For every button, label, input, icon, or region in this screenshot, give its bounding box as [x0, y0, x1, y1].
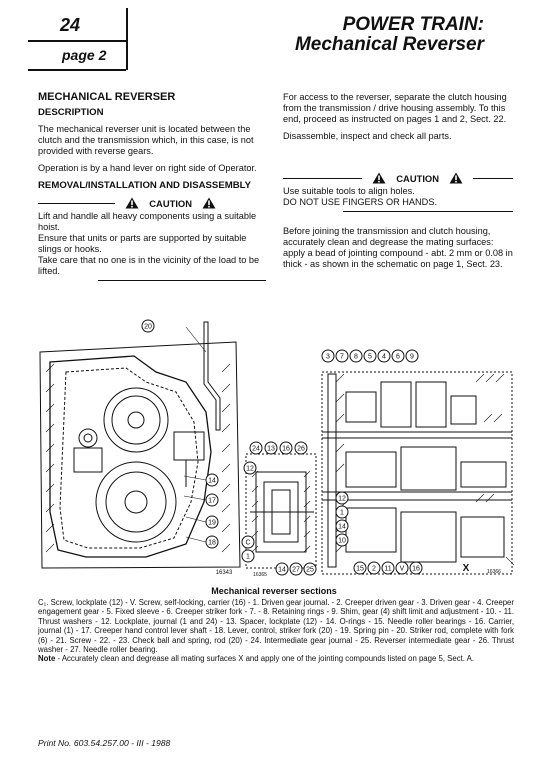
- spacer: [283, 148, 513, 170]
- middle-section-view: [246, 454, 316, 568]
- caution-banner: [283, 172, 513, 184]
- callout-label: V: [399, 565, 405, 573]
- callout-label: 3: [326, 353, 330, 361]
- callout-label: 1: [246, 553, 250, 561]
- callout-label: 25: [306, 566, 314, 574]
- header-bottom-rule: [28, 69, 126, 71]
- warning-icon: [202, 197, 216, 209]
- right-column: [283, 92, 513, 276]
- caution-dash-line: [473, 178, 513, 179]
- caution-label: CAUTION: [149, 197, 192, 209]
- main-heading: MECHANICAL REVERSER: [38, 91, 176, 103]
- caution-text-2: DO NOT USE FINGERS OR HANDS.: [283, 197, 437, 207]
- print-number: Print No. 603.54.257.00 - III - 1988: [38, 738, 171, 748]
- callout-label: 10: [338, 537, 346, 545]
- callout-label: C: [245, 539, 251, 547]
- header-divider: [126, 8, 128, 70]
- left-section-view: [40, 322, 240, 568]
- caution-text-2: Ensure that units or parts are supported by suitable slings or hooks.: [38, 233, 247, 254]
- callout-label: 17: [208, 497, 216, 505]
- callout-label: 1: [340, 509, 344, 517]
- callout-label: 14: [278, 566, 286, 574]
- callout-label: 5: [368, 353, 372, 361]
- callout-label: 6: [396, 353, 400, 361]
- caution-label: CAUTION: [396, 172, 439, 184]
- callout-label: 24: [252, 445, 260, 453]
- caution-text-3: Take care that no one is in the vicinity of the load to be lifted.: [38, 255, 260, 276]
- section-title: POWER TRAIN:: [342, 14, 484, 35]
- right-view-code: 16366: [487, 569, 501, 575]
- callout-label: 14: [208, 477, 216, 485]
- caution-dash-line: [38, 203, 115, 204]
- caution-text-1: Use suitable tools to align holes.: [283, 186, 415, 196]
- mid-view-code: 16365: [253, 572, 267, 578]
- right-section-view: [322, 372, 514, 574]
- caution-banner: [38, 197, 266, 209]
- caution-end-rule: [98, 280, 266, 281]
- mating-surface-marker: X: [462, 563, 470, 574]
- caution-text-1: Lift and handle all heavy components using a suitable hoist.: [38, 211, 257, 232]
- callout-label: 16: [282, 445, 290, 453]
- callout-label: 11: [384, 565, 392, 573]
- inspect-paragraph: Disassemble, inspect and check all parts.: [283, 131, 452, 141]
- callout-label: 19: [208, 519, 216, 527]
- warning-icon: [125, 197, 139, 209]
- warning-icon: [372, 172, 386, 184]
- figure-caption-title: Mechanical reverser sections: [211, 586, 337, 596]
- access-paragraph: For access to the reverser, separate the clutch housing from the transmission / drive housing assembly. To this end, proceed as instructed on pages 1 and 2, Sect. 22.: [283, 92, 507, 124]
- callout-label: 9: [410, 353, 414, 361]
- section-subtitle: Mechanical Reverser: [294, 34, 484, 55]
- description-paragraph: The mechanical reverser unit is located between the clutch and the transmission which, in this case, is not provided with reverse gears.: [38, 124, 254, 156]
- callout-label: 18: [208, 539, 216, 547]
- page-number: 24: [60, 15, 81, 35]
- callout-label: 12: [338, 495, 346, 503]
- callout-label: 13: [267, 445, 275, 453]
- caution-dash-line: [283, 178, 362, 179]
- figure-caption: [38, 598, 514, 664]
- reverser-sections-figure: [36, 312, 514, 580]
- caution-end-rule: [343, 211, 513, 212]
- caption-body: C₁. Screw, lockplate (12) - V. Screw, self-locking, carrier (16) - 1. Driven gear journal. - 2. Creeper driven gear - 3. Driven gear - 4. Creeper engagement gear - 5. Fixed sleeve - 6. Creeper striker fork - 7. - 8. Retaining rings - 9. Shim, gear (4) shift limit and adjustment - 10. - 11. Thrust washers - 12. Lockplate, journal (1 and 24) - 13. Spacer, lockplate (12) - 14. O-rings - 15. Needle roller bearings - 16. Carrier, journal (1) - 17. Creeper hand control lever shaft - 18. Lever, control, striker fork (20) - 19. Spring pin - 20. Striker rod, complete with fork (6) - 21. Screw - 22. - 23. Check ball and spring, rod (20) - 24. Intermediate gear journal - 25. Reverser intermediate gear - 26. Thrust washer - 27. Needle roller bearing.: [38, 598, 514, 655]
- note-label: Note: [38, 654, 56, 664]
- warning-icon: [449, 172, 463, 184]
- callout-label: 7: [340, 353, 344, 361]
- callout-label: 8: [354, 353, 358, 361]
- callout-label: 12: [246, 465, 254, 473]
- operation-paragraph: Operation is by a hand lever on right side of Operator.: [38, 163, 257, 173]
- left-view-code: 16343: [215, 570, 233, 576]
- note-text: - Accurately clean and degrease all mating surfaces X and apply one of the jointing compounds listed on page 5, Sect. A.: [55, 654, 475, 664]
- callout-label: 27: [292, 566, 300, 574]
- callout-label: 26: [297, 445, 305, 453]
- callout-label: 2: [372, 565, 376, 573]
- removal-heading: REMOVAL/INSTALLATION AND DISASSEMBLY: [38, 180, 252, 191]
- page-subnumber: page 2: [62, 47, 107, 63]
- callout-label: 15: [356, 565, 364, 573]
- description-heading: DESCRIPTION: [38, 107, 104, 118]
- callout-label: 14: [338, 523, 346, 531]
- header-rule: [28, 40, 126, 42]
- left-column: [38, 92, 266, 284]
- callout-label: 16: [412, 565, 420, 573]
- joining-paragraph: Before joining the transmission and clutch housing, accurately clean and degrease the mating surfaces: apply a bead of jointing compound - abt. 2 mm or 0.08 in thick - as shown in the schematic on page 1, Sect. 23.: [283, 226, 513, 269]
- callout-label: 20: [144, 323, 152, 331]
- callout-label: 4: [382, 353, 386, 361]
